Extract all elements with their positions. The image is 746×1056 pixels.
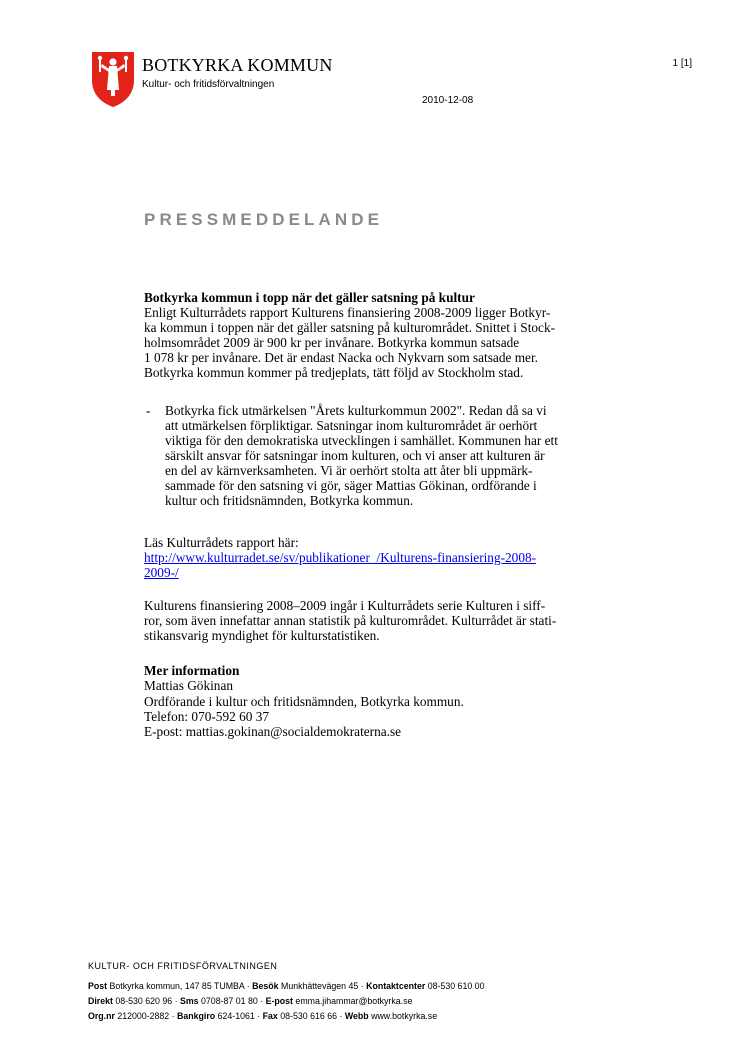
- organization-name: BOTKYRKA KOMMUN: [142, 55, 333, 75]
- contact-phone: Telefon: 070-592 60 37: [144, 708, 269, 724]
- text-line: holmsområdet 2009 är 900 kr per invånare. Botkyrka kommun satsade: [144, 335, 520, 350]
- quote-paragraph: [165, 403, 615, 508]
- footer-label: Webb: [344, 1011, 369, 1021]
- report-link[interactable]: [144, 550, 614, 580]
- report-label: Läs Kulturrådets rapport här:: [144, 535, 299, 550]
- text-line: en del av kärnverksamheten. Vi är oerhört stolta att åter bli uppmärk-: [165, 463, 533, 478]
- page-number: 1 [1]: [672, 58, 692, 69]
- link-line[interactable]: http://www.kulturradet.se/sv/publikationer_/Kulturens-finansiering-2008-: [144, 550, 537, 565]
- text-line: kultur och fritidsnämnden, Botkyrka kommun.: [165, 493, 414, 508]
- footer-label: Bankgiro: [177, 1011, 216, 1021]
- text-line: Botkyrka fick utmärkelsen "Årets kulturkommun 2002". Redan då sa vi: [165, 403, 547, 418]
- document-date: 2010-12-08: [422, 95, 474, 106]
- footer-value: 08-530 620 96 ·: [115, 996, 178, 1006]
- text-line: viktiga för den demokratiska utvecklingen i samhället. Kommunen har ett: [165, 433, 558, 448]
- document-heading: PRESSMEDDELANDE: [144, 210, 384, 229]
- text-line: Kulturens finansiering 2008–2009 ingår i Kulturrådets serie Kulturen i siff-: [144, 598, 546, 613]
- contact-block: [144, 663, 614, 739]
- footer-label: Direkt: [88, 996, 113, 1006]
- bullet-marker: -: [146, 403, 151, 418]
- intro-paragraph: [144, 305, 614, 380]
- footer-value: www.botkyrka.se: [371, 1011, 438, 1021]
- organization-department: Kultur- och fritidsförvaltningen: [142, 79, 275, 90]
- text-line: särskilt ansvar för satsningar inom kulturen, och vi anser att kulturen är: [165, 448, 545, 463]
- footer-value: Munkhättevägen 45 ·: [281, 981, 364, 991]
- footer-value: emma.jihammar@botkyrka.se: [295, 996, 413, 1006]
- footer-value: 08-530 610 00: [427, 981, 485, 991]
- press-headline: Botkyrka kommun i topp när det gäller satsning på kultur: [144, 290, 475, 305]
- contact-name: Mattias Gökinan: [144, 678, 234, 694]
- footer-contact-line: [88, 996, 412, 1006]
- contact-email: E-post: mattias.gokinan@socialdemokraterna.se: [144, 724, 402, 740]
- text-line: ka kommun i toppen när det gäller satsning på kulturområdet. Snittet i Stock-: [144, 320, 556, 335]
- footer-value: 08-530 616 66 ·: [280, 1011, 343, 1021]
- link-line[interactable]: 2009-/: [144, 565, 179, 580]
- footer-label: Sms: [179, 996, 199, 1006]
- text-line: stikansvarig myndighet för kulturstatistiken.: [144, 628, 380, 643]
- contact-title: Mer information: [144, 663, 240, 678]
- footer-label: Post: [88, 981, 108, 991]
- footer-registry-line: [88, 1011, 437, 1021]
- text-line: 1 078 kr per invånare. Det är endast Nacka och Nykvarn som satsade mer.: [144, 350, 538, 365]
- footer-label: Besök: [252, 981, 279, 991]
- text-line: sammade för den satsning vi gör, säger Mattias Gökinan, ordförande i: [165, 478, 537, 493]
- footer-address-line: [88, 981, 484, 991]
- footer-value: 0708-87 01 80 ·: [201, 996, 264, 1006]
- footer-label: Kontaktcenter: [366, 981, 426, 991]
- footer-value: 624-1061 ·: [217, 1011, 261, 1021]
- footer-department: KULTUR- OCH FRITIDSFÖRVALTNINGEN: [88, 961, 278, 971]
- footer-value: 212000-2882 ·: [117, 1011, 175, 1021]
- footer-label: Fax: [262, 1011, 278, 1021]
- text-line: Botkyrka kommun kommer på tredjeplats, tätt följd av Stockholm stad.: [144, 365, 524, 380]
- text-line: ror, som även innefattar annan statistik på kulturområdet. Kulturrådet är stati-: [144, 613, 557, 628]
- botkyrka-shield-logo-icon: [90, 50, 136, 108]
- text-line: att utmärkelsen förpliktigar. Satsningar inom kulturområdet är oerhört: [165, 418, 538, 433]
- footer-value: Botkyrka kommun, 147 85 TUMBA ·: [109, 981, 250, 991]
- text-line: Enligt Kulturrådets rapport Kulturens finansiering 2008-2009 ligger Botkyr-: [144, 305, 551, 320]
- footer-label: Org.nr: [88, 1011, 115, 1021]
- contact-role: Ordförande i kultur och fritidsnämnden, Botkyrka kommun.: [144, 693, 464, 709]
- footer-label: E-post: [265, 996, 293, 1006]
- series-paragraph: [144, 598, 614, 643]
